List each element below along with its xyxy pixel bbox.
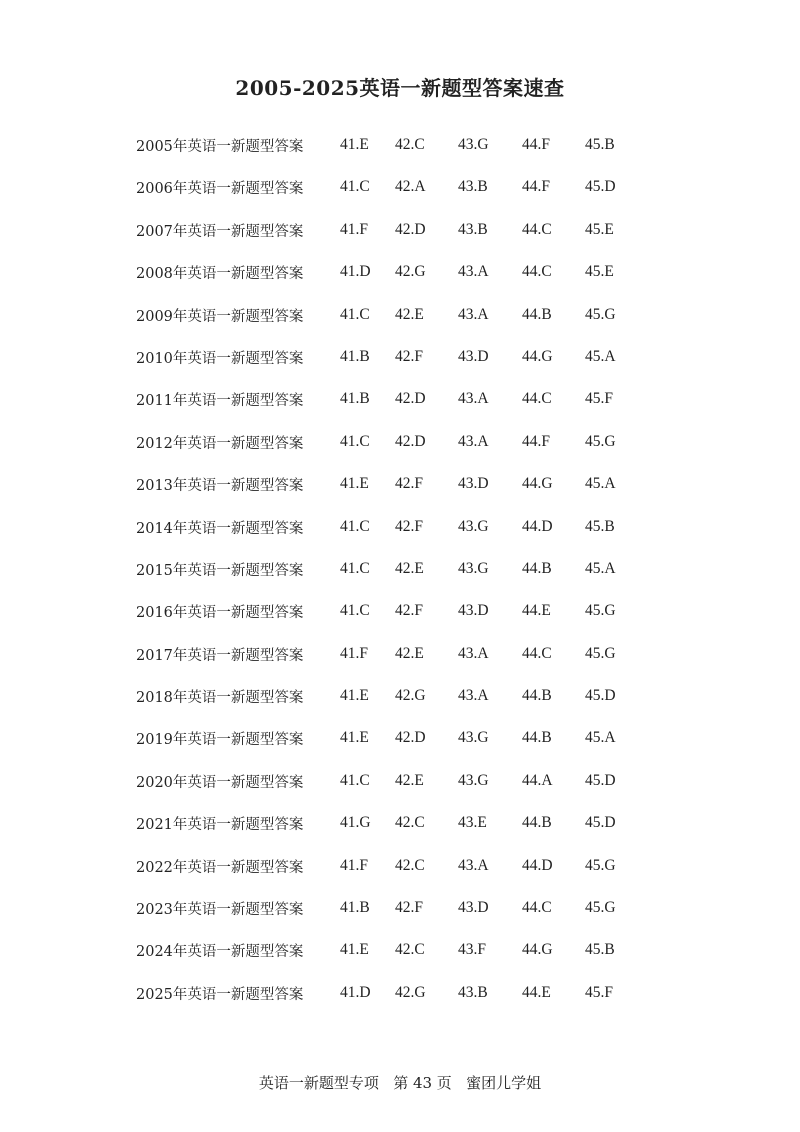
answer-q43: 43.G: [458, 559, 489, 577]
answer-q41: 41.C: [340, 305, 370, 323]
answer-q45: 45.E: [585, 220, 614, 238]
answer-q43: 43.D: [458, 899, 489, 917]
answer-q41: 41.C: [340, 178, 370, 196]
answer-row: [136, 803, 656, 845]
answer-q42: 42.F: [395, 602, 423, 620]
answer-q41: 41.B: [340, 390, 370, 408]
answer-q43: 43.A: [458, 305, 489, 323]
answer-row: [136, 252, 656, 294]
answer-q43: 43.G: [458, 729, 489, 747]
answer-q43: 43.A: [458, 856, 489, 874]
answer-q42: 42.F: [395, 347, 423, 365]
answer-row: [136, 888, 656, 930]
answer-q41: 41.C: [340, 559, 370, 577]
answer-q45: 45.D: [585, 178, 616, 196]
answer-row: [136, 973, 656, 1015]
answer-q45: 45.D: [585, 771, 616, 789]
answer-q43: 43.G: [458, 517, 489, 535]
answer-q45: 45.A: [585, 559, 616, 577]
answer-q43: 43.A: [458, 432, 489, 450]
answer-row: [136, 591, 656, 633]
answer-q42: 42.C: [395, 856, 425, 874]
answer-row: [136, 676, 656, 718]
answer-q45: 45.G: [585, 432, 616, 450]
answer-q45: 45.E: [585, 263, 614, 281]
answer-q44: 44.F: [522, 432, 550, 450]
answer-q45: 45.G: [585, 899, 616, 917]
answer-q45: 45.G: [585, 602, 616, 620]
year-label: 2016年英语一新题型答案: [136, 605, 304, 622]
answer-q43: 43.D: [458, 602, 489, 620]
answer-q43: 43.F: [458, 941, 486, 959]
answer-q42: 42.D: [395, 729, 426, 747]
answer-q44: 44.F: [522, 178, 550, 196]
answer-row: [136, 464, 656, 506]
answer-q44: 44.C: [522, 263, 552, 281]
answer-q44: 44.B: [522, 687, 552, 705]
answer-q44: 44.B: [522, 729, 552, 747]
answer-q45: 45.A: [585, 347, 616, 365]
answer-q41: 41.E: [340, 475, 369, 493]
answer-q45: 45.F: [585, 390, 613, 408]
answer-q45: 45.G: [585, 856, 616, 874]
year-label: 2005年英语一新题型答案: [136, 139, 304, 155]
year-label: 2015年英语一新题型答案: [136, 562, 304, 579]
answer-q42: 42.F: [395, 475, 423, 493]
answer-q42: 42.G: [395, 263, 426, 281]
answer-q41: 41.E: [340, 136, 369, 153]
answer-q45: 45.B: [585, 517, 615, 535]
answer-q44: 44.B: [522, 814, 552, 832]
answer-q42: 42.D: [395, 432, 426, 450]
answer-q43: 43.A: [458, 390, 489, 408]
answer-q44: 44.C: [522, 644, 552, 662]
answer-q44: 44.G: [522, 475, 553, 493]
answer-q45: 45.B: [585, 941, 615, 959]
answer-q42: 42.C: [395, 941, 425, 959]
answer-q42: 42.F: [395, 517, 423, 535]
year-label: 2011年英语一新题型答案: [136, 393, 304, 410]
answer-q45: 45.A: [585, 729, 616, 747]
year-label: 2022年英语一新题型答案: [136, 859, 304, 876]
year-label: 2019年英语一新题型答案: [136, 732, 304, 749]
answer-q41: 41.D: [340, 983, 371, 1001]
answer-q42: 42.E: [395, 305, 424, 323]
answer-row: [136, 167, 656, 209]
answer-row: [136, 761, 656, 803]
answer-q43: 43.B: [458, 178, 488, 196]
answer-q44: 44.C: [522, 390, 552, 408]
answer-q44: 44.G: [522, 941, 553, 959]
page-title: 2005-2025英语一新题型答案速查: [235, 76, 565, 100]
answer-q43: 43.A: [458, 263, 489, 281]
answer-q45: 45.B: [585, 136, 615, 153]
answer-q41: 41.B: [340, 347, 370, 365]
answer-q41: 41.E: [340, 941, 369, 959]
year-label: 2025年英语一新题型答案: [136, 986, 304, 1003]
answer-q43: 43.G: [458, 136, 489, 153]
answer-q43: 43.B: [458, 220, 488, 238]
answer-q43: 43.A: [458, 687, 489, 705]
answer-row: [136, 210, 656, 252]
answer-q43: 43.E: [458, 814, 487, 832]
answer-q44: 44.G: [522, 347, 553, 365]
year-label: 2009年英语一新题型答案: [136, 308, 304, 325]
answer-table: [136, 125, 656, 1015]
year-label: 2013年英语一新题型答案: [136, 478, 304, 495]
answer-row: [136, 718, 656, 760]
answer-q44: 44.C: [522, 899, 552, 917]
answer-q41: 41.D: [340, 263, 371, 281]
year-label: 2018年英语一新题型答案: [136, 690, 304, 707]
answer-q41: 41.F: [340, 856, 368, 874]
answer-row: [136, 507, 656, 549]
answer-row: [136, 422, 656, 464]
answer-q42: 42.F: [395, 899, 423, 917]
answer-row: [136, 930, 656, 972]
answer-row: [136, 125, 656, 167]
answer-q42: 42.A: [395, 178, 426, 196]
answer-row: [136, 379, 656, 421]
year-label: 2024年英语一新题型答案: [136, 944, 304, 961]
answer-row: [136, 295, 656, 337]
answer-q41: 41.C: [340, 517, 370, 535]
footer-page-number: 第 43 页: [393, 1074, 452, 1092]
answer-q42: 42.D: [395, 220, 426, 238]
answer-row: [136, 846, 656, 888]
answer-q44: 44.B: [522, 559, 552, 577]
year-label: 2012年英语一新题型答案: [136, 435, 304, 452]
year-label: 2021年英语一新题型答案: [136, 817, 304, 834]
answer-q41: 41.B: [340, 899, 370, 917]
answer-q45: 45.D: [585, 687, 616, 705]
year-label: 2007年英语一新题型答案: [136, 223, 304, 240]
answer-q41: 41.C: [340, 771, 370, 789]
answer-row: [136, 634, 656, 676]
answer-q45: 45.F: [585, 983, 613, 1001]
answer-q44: 44.E: [522, 602, 551, 620]
answer-q45: 45.A: [585, 475, 616, 493]
year-label: 2010年英语一新题型答案: [136, 350, 304, 367]
answer-q43: 43.B: [458, 983, 488, 1001]
answer-q41: 41.C: [340, 602, 370, 620]
answer-q42: 42.E: [395, 559, 424, 577]
answer-q44: 44.C: [522, 220, 552, 238]
answer-q42: 42.G: [395, 983, 426, 1001]
answer-q43: 43.A: [458, 644, 489, 662]
answer-q43: 43.D: [458, 347, 489, 365]
answer-q43: 43.G: [458, 771, 489, 789]
answer-q41: 41.E: [340, 687, 369, 705]
footer-section: 英语一新题型专项: [258, 1074, 379, 1092]
answer-q42: 42.D: [395, 390, 426, 408]
answer-q45: 45.G: [585, 305, 616, 323]
answer-row: [136, 549, 656, 591]
footer-author: 蜜团儿学姐: [466, 1074, 542, 1092]
answer-q41: 41.E: [340, 729, 369, 747]
answer-q42: 42.E: [395, 644, 424, 662]
answer-q41: 41.F: [340, 220, 368, 238]
answer-q45: 45.D: [585, 814, 616, 832]
answer-q41: 41.G: [340, 814, 371, 832]
answer-row: [136, 337, 656, 379]
answer-q45: 45.G: [585, 644, 616, 662]
answer-q44: 44.E: [522, 983, 551, 1001]
year-label: 2020年英语一新题型答案: [136, 774, 304, 791]
year-label: 2008年英语一新题型答案: [136, 266, 304, 283]
answer-q44: 44.D: [522, 856, 553, 874]
year-label: 2014年英语一新题型答案: [136, 520, 304, 537]
answer-q44: 44.D: [522, 517, 553, 535]
answer-q42: 42.G: [395, 687, 426, 705]
answer-q42: 42.C: [395, 136, 425, 153]
year-label: 2006年英语一新题型答案: [136, 181, 304, 198]
answer-q44: 44.F: [522, 136, 550, 153]
year-label: 2017年英语一新题型答案: [136, 647, 304, 664]
answer-q42: 42.C: [395, 814, 425, 832]
page-footer: [0, 1072, 800, 1093]
answer-q41: 41.C: [340, 432, 370, 450]
answer-q43: 43.D: [458, 475, 489, 493]
answer-q44: 44.B: [522, 305, 552, 323]
answer-q44: 44.A: [522, 771, 553, 789]
answer-q41: 41.F: [340, 644, 368, 662]
year-label: 2023年英语一新题型答案: [136, 902, 304, 919]
answer-q42: 42.E: [395, 771, 424, 789]
